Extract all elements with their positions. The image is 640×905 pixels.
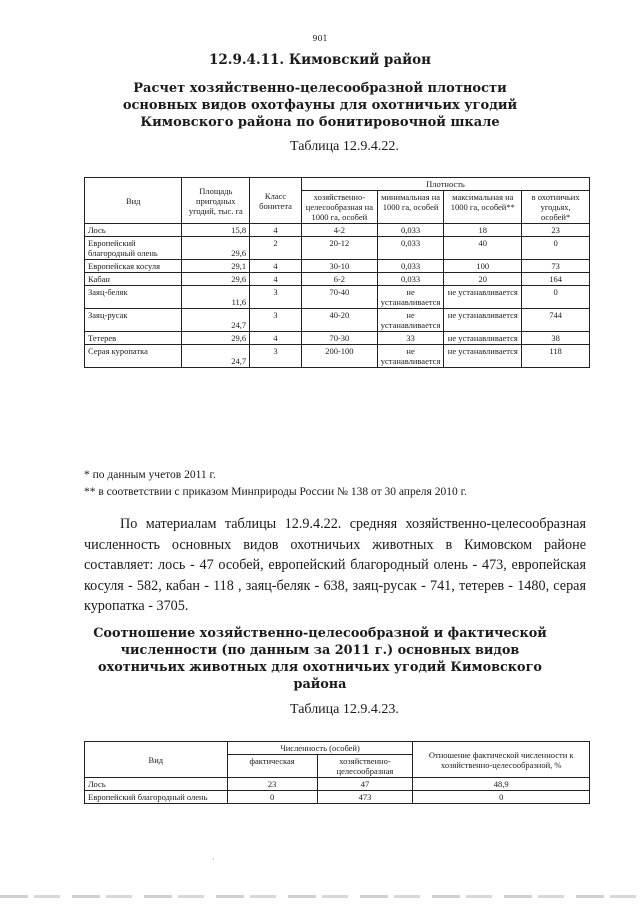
min-density-cell: не устанавливается xyxy=(377,286,444,309)
footnote-2: ** в соответствии с приказом Минприроды России № 138 от 30 апреля 2010 г. xyxy=(84,486,467,498)
table2-caption: Таблица 12.9.4.23. xyxy=(290,702,399,717)
table-row xyxy=(85,791,590,804)
actual-density-cell: 73 xyxy=(522,260,590,273)
min-density-cell: 0,033 xyxy=(377,224,444,237)
class-cell: 4 xyxy=(250,260,302,273)
class-cell: 4 xyxy=(250,224,302,237)
ratio-cell: 0 xyxy=(413,791,590,804)
species-cell: Лось xyxy=(85,224,182,237)
min-density-cell: 0,033 xyxy=(377,237,444,260)
table1-subtitle: Расчет хозяйственно-целесообразной плотности основных видов охотфауны для охотничьих угодий Кимовского района по бонитировочной шкале xyxy=(122,81,518,130)
table-row xyxy=(85,237,590,260)
species-cell: Европейский благородный олень xyxy=(85,237,182,260)
species-cell: Лось xyxy=(85,778,228,791)
econ-density-cell: 70-40 xyxy=(301,286,377,309)
actual-count-cell: 0 xyxy=(227,791,317,804)
min-density-cell: не устанавливается xyxy=(377,309,444,332)
density-table xyxy=(84,177,590,368)
max-density-cell: не устанавливается xyxy=(444,286,522,309)
th-class: Класс бонитета xyxy=(250,178,302,224)
species-cell: Европейская косуля xyxy=(85,260,182,273)
stray-mark: · xyxy=(212,855,215,864)
species-cell: Серая куропатка xyxy=(85,345,182,368)
min-density-cell: не устанавливается xyxy=(377,345,444,368)
th-species: Вид xyxy=(85,178,182,224)
species-cell: Кабан xyxy=(85,273,182,286)
econ-density-cell: 4-2 xyxy=(301,224,377,237)
econ-density-cell: 70-30 xyxy=(301,332,377,345)
area-cell: 15,8 xyxy=(182,224,250,237)
table1-caption: Таблица 12.9.4.22. xyxy=(290,139,399,154)
max-density-cell: 20 xyxy=(444,273,522,286)
th-area: Площадь пригодных угодий, тыс. га xyxy=(182,178,250,224)
max-density-cell: 40 xyxy=(444,237,522,260)
body-paragraph: По материалам таблицы 12.9.4.22. средняя хозяйственно-целесообразная численность основных видов охотничьих животных в Кимовском районе составляет: лось - 47 особей, европейский благородный олень - 473, европейская косуля - 582, кабан - 118 , заяц-беляк - 638, заяц-русак - 741, тетерев - 1480, серая куропатка - 3705. xyxy=(84,516,586,615)
ratio-cell: 48,9 xyxy=(413,778,590,791)
actual-density-cell: 38 xyxy=(522,332,590,345)
econ-density-cell: 30-10 xyxy=(301,260,377,273)
footnote-1: * по данным учетов 2011 г. xyxy=(84,469,216,481)
area-cell: 29,6 xyxy=(182,273,250,286)
max-density-cell: 18 xyxy=(444,224,522,237)
area-cell: 29,6 xyxy=(182,332,250,345)
max-density-cell: не устанавливается xyxy=(444,332,522,345)
th-max: максимальная на 1000 га, особей** xyxy=(444,191,522,224)
class-cell: 4 xyxy=(250,332,302,345)
econ-density-cell: 20-12 xyxy=(301,237,377,260)
table-row xyxy=(85,224,590,237)
th2-actual: фактическая xyxy=(227,755,317,778)
species-cell: Заяц-русак xyxy=(85,309,182,332)
th2-species: Вид xyxy=(85,742,228,778)
min-density-cell: 0,033 xyxy=(377,260,444,273)
species-cell: Тетерев xyxy=(85,332,182,345)
page-number: 901 xyxy=(312,34,328,43)
th2-econ: хозяйственно-целесообразная xyxy=(317,755,413,778)
species-cell: Заяц-беляк xyxy=(85,286,182,309)
scan-edge xyxy=(0,895,640,898)
area-cell: 24,7 xyxy=(182,309,250,332)
actual-density-cell: 0 xyxy=(522,286,590,309)
table-row xyxy=(85,778,590,791)
th-econ: хозяйственно-целесообразная на 1000 га, особей xyxy=(301,191,377,224)
table-row xyxy=(85,309,590,332)
class-cell: 3 xyxy=(250,309,302,332)
actual-density-cell: 23 xyxy=(522,224,590,237)
econ-count-cell: 473 xyxy=(317,791,413,804)
species-cell: Европейский благородный олень xyxy=(85,791,228,804)
table-row xyxy=(85,332,590,345)
class-cell: 2 xyxy=(250,237,302,260)
th2-count: Численность (особей) xyxy=(227,742,413,755)
min-density-cell: 0,033 xyxy=(377,273,444,286)
class-cell: 3 xyxy=(250,286,302,309)
table-row xyxy=(85,345,590,368)
min-density-cell: 33 xyxy=(377,332,444,345)
th-density: Плотность xyxy=(301,178,589,191)
table-row xyxy=(85,286,590,309)
econ-density-cell: 40-20 xyxy=(301,309,377,332)
table2-heading: Соотношение хозяйственно-целесообразной и фактической численности (по данным за 2011 г.) основных видов охотничьих животных для охотничьих угодий Кимовского района xyxy=(93,626,547,692)
actual-density-cell: 164 xyxy=(522,273,590,286)
ratio-table xyxy=(84,741,590,804)
th-min: минимальная на 1000 га, особей xyxy=(377,191,444,224)
section-title: 12.9.4.11. Кимовский район xyxy=(208,52,432,68)
area-cell: 29,6 xyxy=(182,237,250,260)
class-cell: 4 xyxy=(250,273,302,286)
table-row xyxy=(85,260,590,273)
actual-density-cell: 0 xyxy=(522,237,590,260)
th-actual: в охотничьих угодьях, особей* xyxy=(522,191,590,224)
max-density-cell: 100 xyxy=(444,260,522,273)
econ-density-cell: 200-100 xyxy=(301,345,377,368)
econ-count-cell: 47 xyxy=(317,778,413,791)
actual-density-cell: 744 xyxy=(522,309,590,332)
max-density-cell: не устанавливается xyxy=(444,345,522,368)
table-row xyxy=(85,273,590,286)
class-cell: 3 xyxy=(250,345,302,368)
econ-density-cell: 6-2 xyxy=(301,273,377,286)
actual-count-cell: 23 xyxy=(227,778,317,791)
th2-ratio: Отношение фактической численности к хозяйственно-целесообразной, % xyxy=(413,742,590,778)
area-cell: 24,7 xyxy=(182,345,250,368)
actual-density-cell: 118 xyxy=(522,345,590,368)
area-cell: 29,1 xyxy=(182,260,250,273)
area-cell: 11,6 xyxy=(182,286,250,309)
max-density-cell: не устанавливается xyxy=(444,309,522,332)
